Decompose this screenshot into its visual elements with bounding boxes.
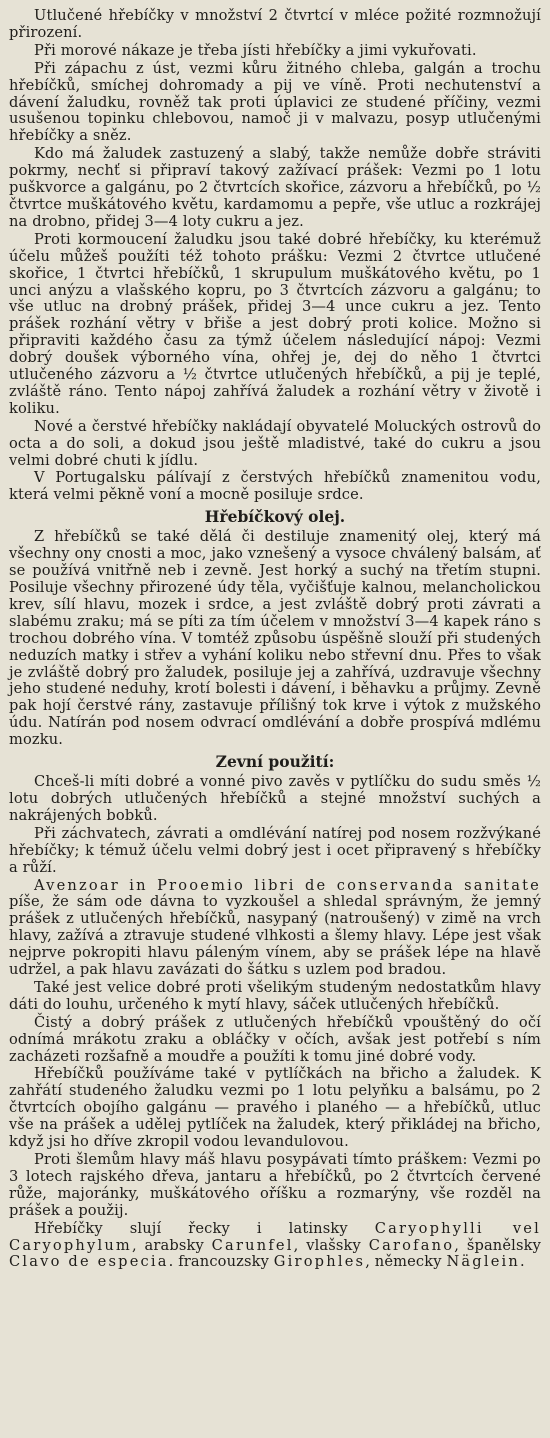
names-intro: Hřebíčky slují řecky i latinsky [34, 1219, 375, 1237]
name-arabic: Carunfel [211, 1236, 294, 1254]
name-greek-latin: Caryophylli vel Caryophylum [9, 1219, 541, 1254]
paragraph: Kdo má žaludek zastuzený a slabý, takže nemůže dobře stráviti pokrmy, nechť si připraví takový zažívací prášek: Vezmi po 1 lotu puškvorce a galgánu, po 2 čtvrtcích skořice, zázvoru a hřebíčků, po ½ čtvrtce muškátového květu, kardamomu a pepře, vše utluc a rozkrájej na drobno, přidej 3—4 loty cukru a jez. [9, 145, 541, 230]
paragraph: Proti šlemům hlavy máš hlavu posypávati tímto práškem: Vezmi po 3 lotech rajského dřeva, jantaru a hřebíčků, po 2 čtvrtcích červené růže, majoránky, muškátového oříšku a rozmarýny, vše rozděl na prášek a použij. [9, 1151, 541, 1219]
paragraph-names [9, 1221, 541, 1272]
paragraph: Proti kormoucení žaludku jsou také dobré hřebíčky, ku kterémuž účelu můžeš použíti též tohoto prášku: Vezmi 2 čtvrtce utlučené skořice, 1 čtvrtci hřebíčků, 1 skrupulum muškátového květu, po 1 unci anýzu a vlašského kopru, po 3 čtvrtcích zázvoru a galgánu; to vše utluc na drobný prášek, přidej 3—4 unce cukru a jez. Tento prášek rozhání větry v břiše a jest dobrý proti kolice. Možno si připraviti každého času za týmž účelem následující nápoj: Vezmi dobrý doušek výborného vína, ohřej je, dej do něho 1 čtvrtci utlučeného zázvoru a ½ čtvrtce utlučených hřebíčků, a pij je teplé, zvláště ráno. Tento nápoj zahřívá žaludek a rozhání větry v životě i koliku. [9, 230, 541, 417]
names-end: . [520, 1253, 525, 1271]
paragraph: Při záchvatech, závrati a omdlévání natírej pod nosem rozžvýkané hřebíčky; k témuž účelu velmi dobrý jest i ocet připravený s hřebíčky a růží. [9, 824, 541, 876]
name-italian: Carofano [368, 1236, 455, 1254]
paragraph-avenzoar [9, 878, 541, 979]
names-label: , vlašsky [293, 1236, 369, 1254]
paragraph: Nové a čerstvé hřebíčky nakládají obyvatelé Moluckých ostrovů do octa a do soli, a dokud jsou ještě mladistvé, také do cukru a jsou velmi dobré chuti k jídlu. [9, 417, 541, 469]
paragraph-text: píše, že sám ode dávna to vyzkoušel a shledal správným, že jemný prášek z utlučených hřebíčků, nasypaný (natroušený) v zimě na vrch hlavy, zažívá a ztravuje studené vlhkosti a šlemy hlavy. Lépe jest však nejprve pokropiti hlavu páleným vínem, aby se prášek lépe na hlavě udržel, a pak hlavu zavázati do šátku s uzlem pod bradou. [9, 893, 541, 979]
latin-citation: Avenzoar in Prooemio libri de conservanda sanitate [34, 876, 541, 894]
paragraph: Chceš-li míti dobré a vonné pivo zavěs v pytlíčku do sudu směs ½ lotu dobrých utlučených hřebíčků a stejné množství suchých a nakrájených bobků. [9, 773, 541, 824]
name-german: Näglein [446, 1253, 521, 1271]
names-label: . francouzsky [168, 1253, 274, 1271]
paragraph: Čistý a dobrý prášek z utlučených hřebíčků vpouštěný do očí odnímá mrákotu zraku a obláčky v očích, avšak jest potřebí s ním zacházeti rozšafně a moudře a použíti k tomu jiné dobré vody. [9, 1013, 541, 1065]
paragraph: Z hřebíčků se také dělá či destiluje znamenitý olej, který má všechny ony cnosti a moc, jako vznešený a vysoce chválený balsám, ať se používá vnitřně neb i zevně. Jest horký a suchý na třetím stupni. Posiluje všechny přirozené údy těla, vyčišťuje kalnou, melancholickou krev, sílí hlavu, mozek i srdce, a jest zvláště dobrý proti závrati a slabému zraku; má se píti za tím účelem v množství 3—4 kapek ráno s trochou dobrého vína. V tomtéž způsobu úspěšně slouží při studených neduzích matky i střev a vyhání koliku nebo střevní dnu. Přes to však je zvláště dobrý pro žaludek, posiluje jej a zahřívá, uzdravuje všechny jeho studené neduhy, krotí bolesti i dávení, i běhavku a průjmy. Zevně pak hojí čerstvé rány, zastavuje přílišný tok krve i výtok z mužského údu. Natírán pod nosem odvrací omdlévání a dobře prospívá mdlému mozku. [9, 528, 541, 749]
paragraph: Hřebíčků používáme také v pytlíčkách na břicho a žaludek. K zahřátí studeného žaludku vezmi po 1 lotu pelyňku a balsámu, po 2 čtvrtcích obojího galgánu — pravého i planého — a hřebíčků, utluc vše na prášek a udělej pytlíček na žaludek, který přikládej na břicho, když jsi ho dříve zkropil vodou levandulovou. [9, 1065, 541, 1151]
section-heading-external-use: Zevní použití: [215, 752, 335, 772]
paragraph: Utlučené hřebíčky v množství 2 čtvrtcí v mléce požité rozmnožují přirození. [9, 7, 541, 41]
paragraph: Při zápachu z úst, vezmi kůru žitného chleba, galgán a trochu hřebíčků, smíchej dohromady a pij ve víně. Proti nechutenství a dávení žaludku, rovněž tak proti úplavici ze studené příčiny, vezmi usušenou topinku chlebovou, namoč ji v malvazu, posyp utlučenými hřebíčky a sněz. [9, 59, 541, 145]
section-heading-oil: Hřebíčkový olej. [204, 507, 346, 527]
paragraph: Také jest velice dobré proti všelikým studeným nedostatkům hlavy dáti do louhu, určeného k mytí hlavy, sáček utlučených hřebíčků. [9, 978, 541, 1013]
names-label: , arabsky [131, 1236, 212, 1254]
name-spanish: Clavo de especia [9, 1253, 169, 1271]
name-french: Girophles [273, 1253, 366, 1271]
paragraph: Při morové nákaze je třeba jísti hřebíčky a jimi vykuřovati. [34, 41, 477, 59]
paragraph: V Portugalsku pálívají z čerstvých hřebíčků znamenitou vodu, která velmi pěkně voní a mocně posiluje srdce. [9, 469, 541, 504]
names-label: , německy [365, 1253, 447, 1271]
names-label: , španělsky [454, 1236, 541, 1254]
